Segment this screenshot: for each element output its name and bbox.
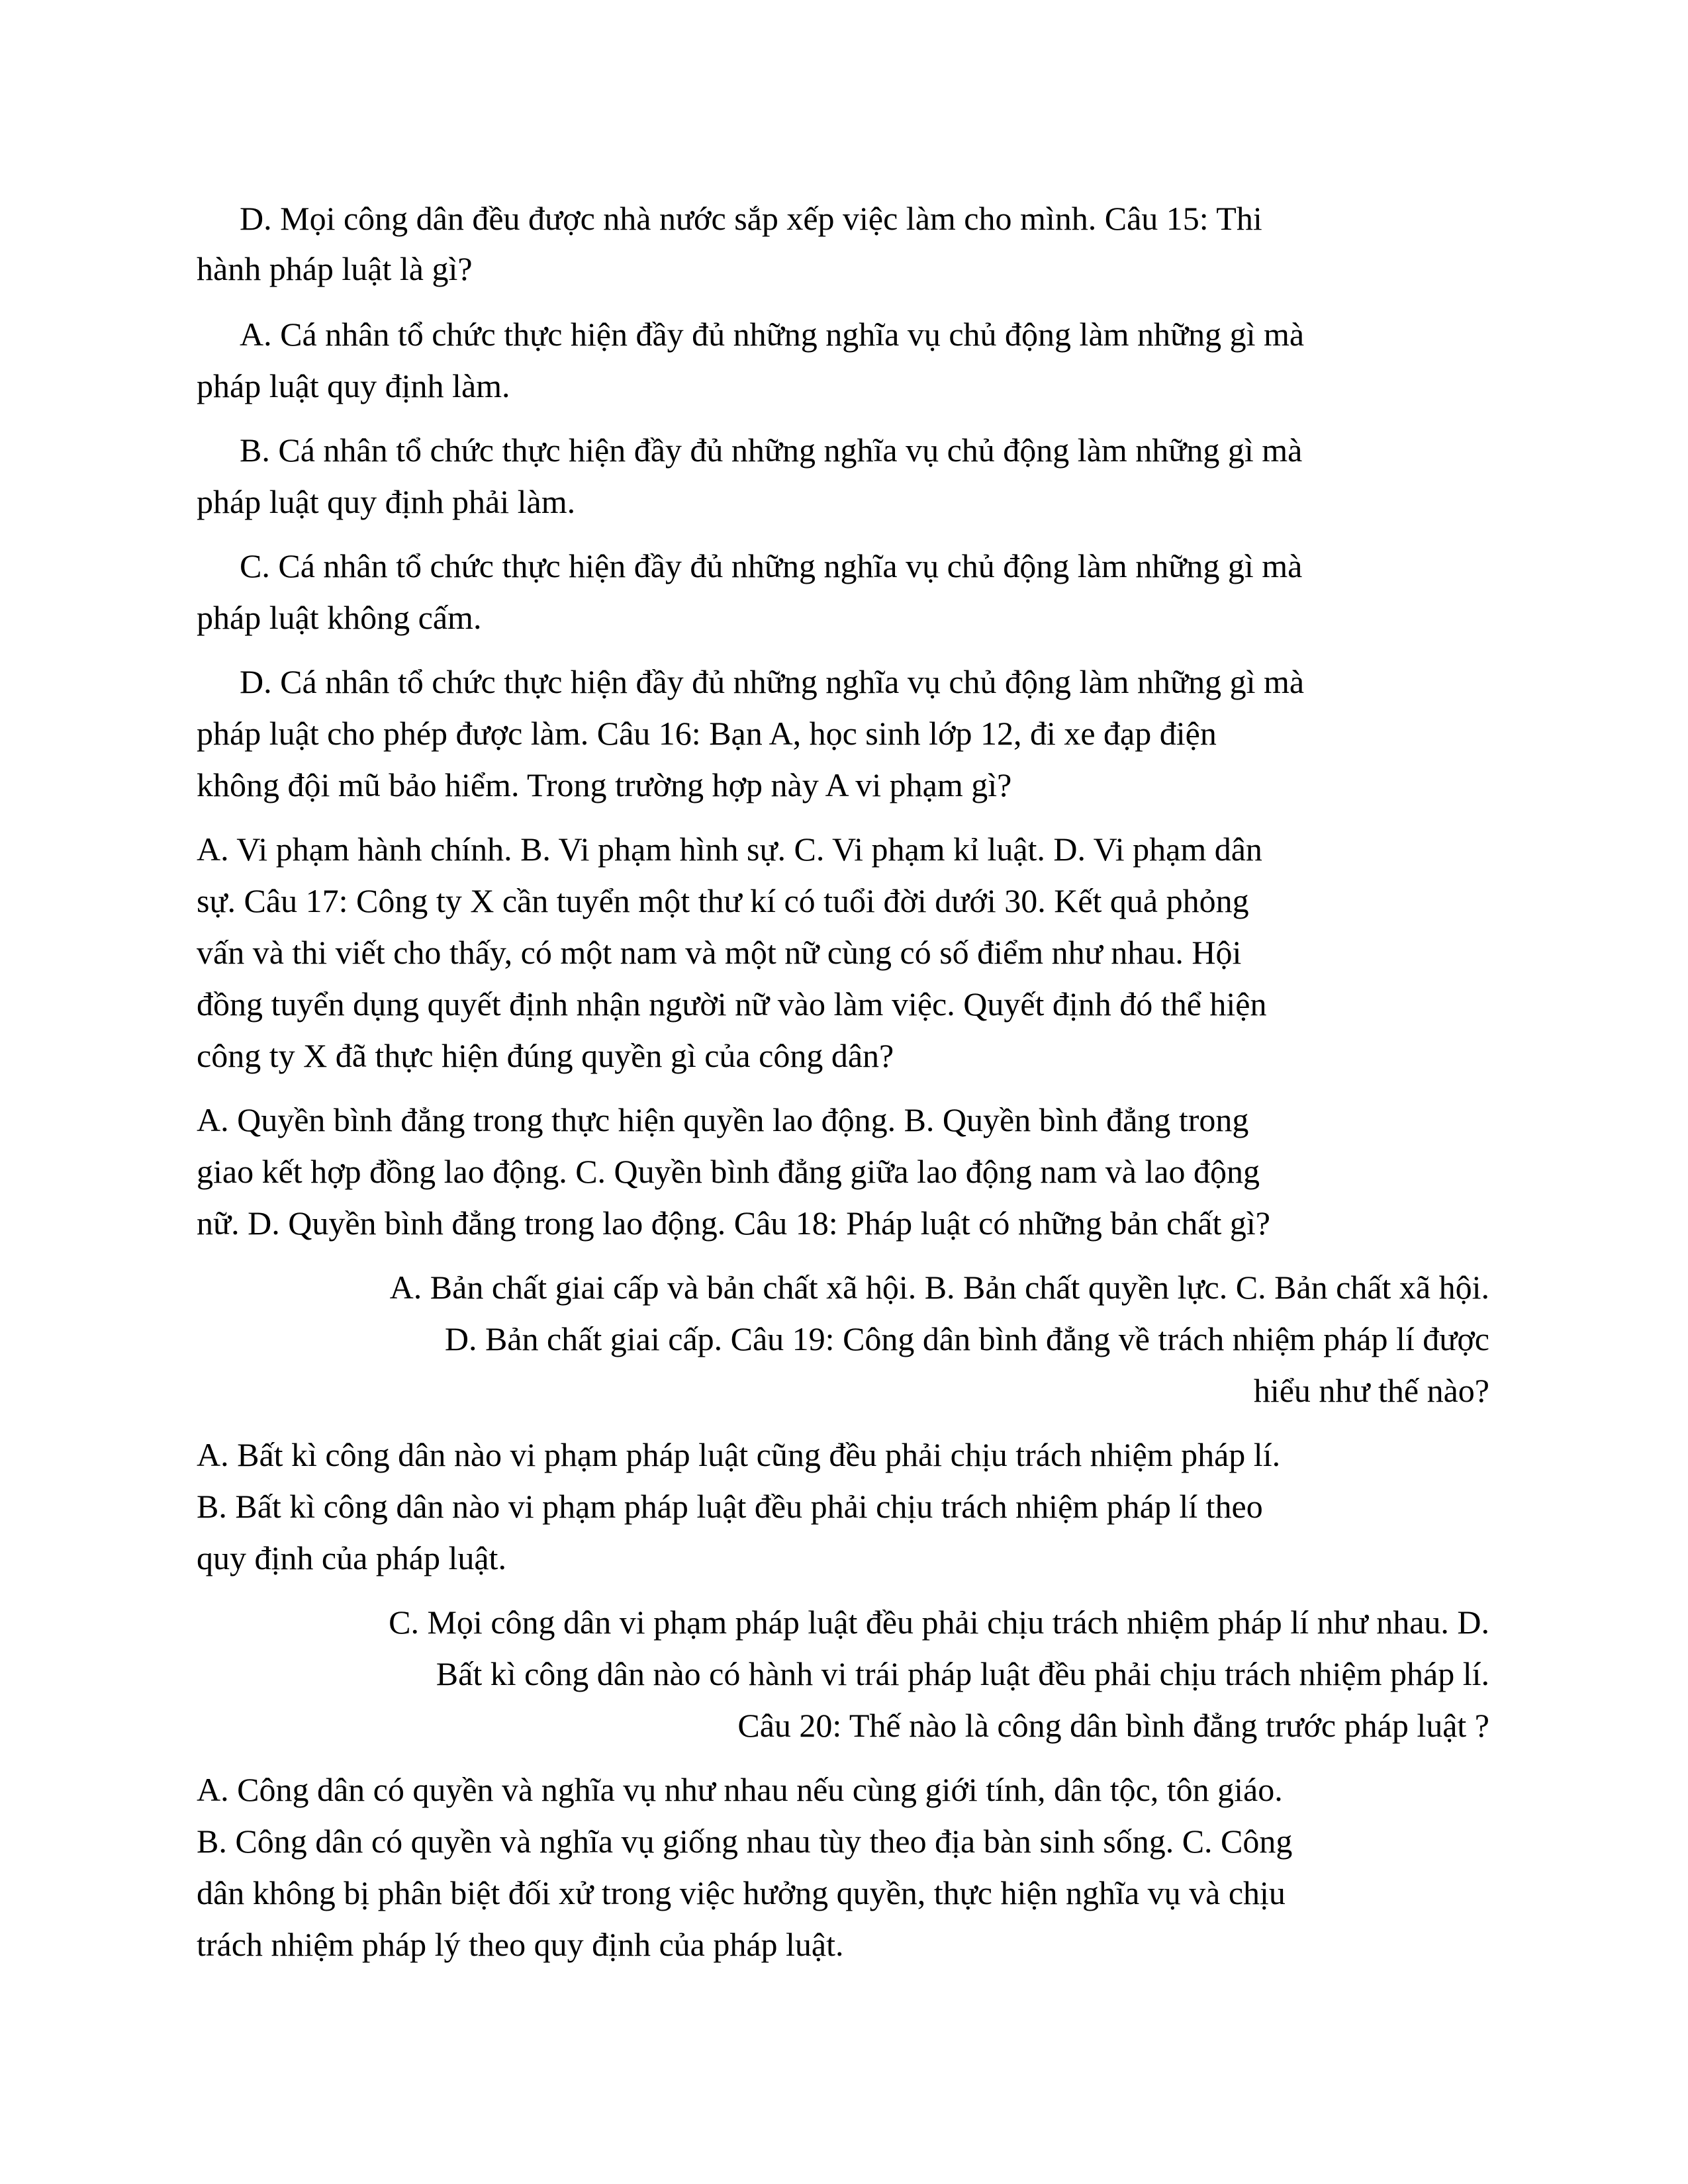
text-line: D. Cá nhân tổ chức thực hiện đầy đủ những nghĩa vụ chủ động làm những gì mà xyxy=(240,663,1305,700)
text-line: A. Công dân có quyền và nghĩa vụ như nhau nếu cùng giới tính, dân tộc, tôn giáo. xyxy=(197,1771,1283,1808)
text-line: sự. Câu 17: Công ty X cần tuyển một thư kí có tuổi đời dưới 30. Kết quả phỏng xyxy=(197,882,1249,919)
text-line: A. Bản chất giai cấp và bản chất xã hội. B. Bản chất quyền lực. C. Bản chất xã hội. xyxy=(389,1269,1489,1306)
text-line: pháp luật quy định làm. xyxy=(197,367,510,404)
text-line: đồng tuyển dụng quyết định nhận người nữ vào làm việc. Quyết định đó thể hiện xyxy=(197,985,1267,1023)
text-line: C. Cá nhân tổ chức thực hiện đầy đủ những nghĩa vụ chủ động làm những gì mà xyxy=(240,547,1303,584)
text-line: B. Cá nhân tổ chức thực hiện đầy đủ những nghĩa vụ chủ động làm những gì mà xyxy=(240,432,1303,469)
text-line: nữ. D. Quyền bình đẳng trong lao động. Câu 18: Pháp luật có những bản chất gì? xyxy=(197,1205,1270,1242)
text-line: pháp luật cho phép được làm. Câu 16: Bạn A, học sinh lớp 12, đi xe đạp điện xyxy=(197,715,1217,752)
text-line: Bất kì công dân nào có hành vi trái pháp luật đều phải chịu trách nhiệm pháp lí. xyxy=(436,1655,1489,1692)
text-line: vấn và thi viết cho thấy, có một nam và một nữ cùng có số điểm như nhau. Hội xyxy=(197,934,1242,971)
text-line: pháp luật không cấm. xyxy=(197,599,482,636)
text-line: B. Bất kì công dân nào vi phạm pháp luật đều phải chịu trách nhiệm pháp lí theo xyxy=(197,1488,1263,1525)
text-line: A. Quyền bình đẳng trong thực hiện quyền lao động. B. Quyền bình đẳng trong xyxy=(197,1101,1249,1138)
text-line: A. Cá nhân tổ chức thực hiện đầy đủ những nghĩa vụ chủ động làm những gì mà xyxy=(240,316,1305,353)
text-line: A. Vi phạm hành chính. B. Vi phạm hình sự. C. Vi phạm kỉ luật. D. Vi phạm dân xyxy=(197,831,1262,868)
text-line: hiểu như thế nào? xyxy=(1253,1372,1489,1409)
text-line: D. Bản chất giai cấp. Câu 19: Công dân bình đẳng về trách nhiệm pháp lí được xyxy=(444,1320,1489,1357)
text-line: dân không bị phân biệt đối xử trong việc hưởng quyền, thực hiện nghĩa vụ và chịu xyxy=(197,1874,1286,1911)
text-line: công ty X đã thực hiện đúng quyền gì của công dân? xyxy=(197,1037,894,1074)
text-line: Câu 20: Thế nào là công dân bình đẳng trước pháp luật ? xyxy=(737,1707,1489,1744)
text-line: trách nhiệm pháp lý theo quy định của pháp luật. xyxy=(197,1926,844,1963)
text-line: B. Công dân có quyền và nghĩa vụ giống nhau tùy theo địa bàn sinh sống. C. Công xyxy=(197,1823,1293,1860)
text-line: pháp luật quy định phải làm. xyxy=(197,483,576,520)
text-line: C. Mọi công dân vi phạm pháp luật đều phải chịu trách nhiệm pháp lí như nhau. D. xyxy=(389,1604,1489,1641)
text-line: quy định của pháp luật. xyxy=(197,1539,506,1576)
text-line: không đội mũ bảo hiểm. Trong trường hợp này A vi phạm gì? xyxy=(197,766,1012,803)
text-line: D. Mọi công dân đều được nhà nước sắp xếp việc làm cho mình. Câu 15: Thi xyxy=(240,200,1262,237)
text-line: giao kết hợp đồng lao động. C. Quyền bình đẳng giữa lao động nam và lao động xyxy=(197,1153,1260,1190)
text-line: hành pháp luật là gì? xyxy=(197,250,473,287)
text-line: A. Bất kì công dân nào vi phạm pháp luật cũng đều phải chịu trách nhiệm pháp lí. xyxy=(197,1436,1281,1473)
